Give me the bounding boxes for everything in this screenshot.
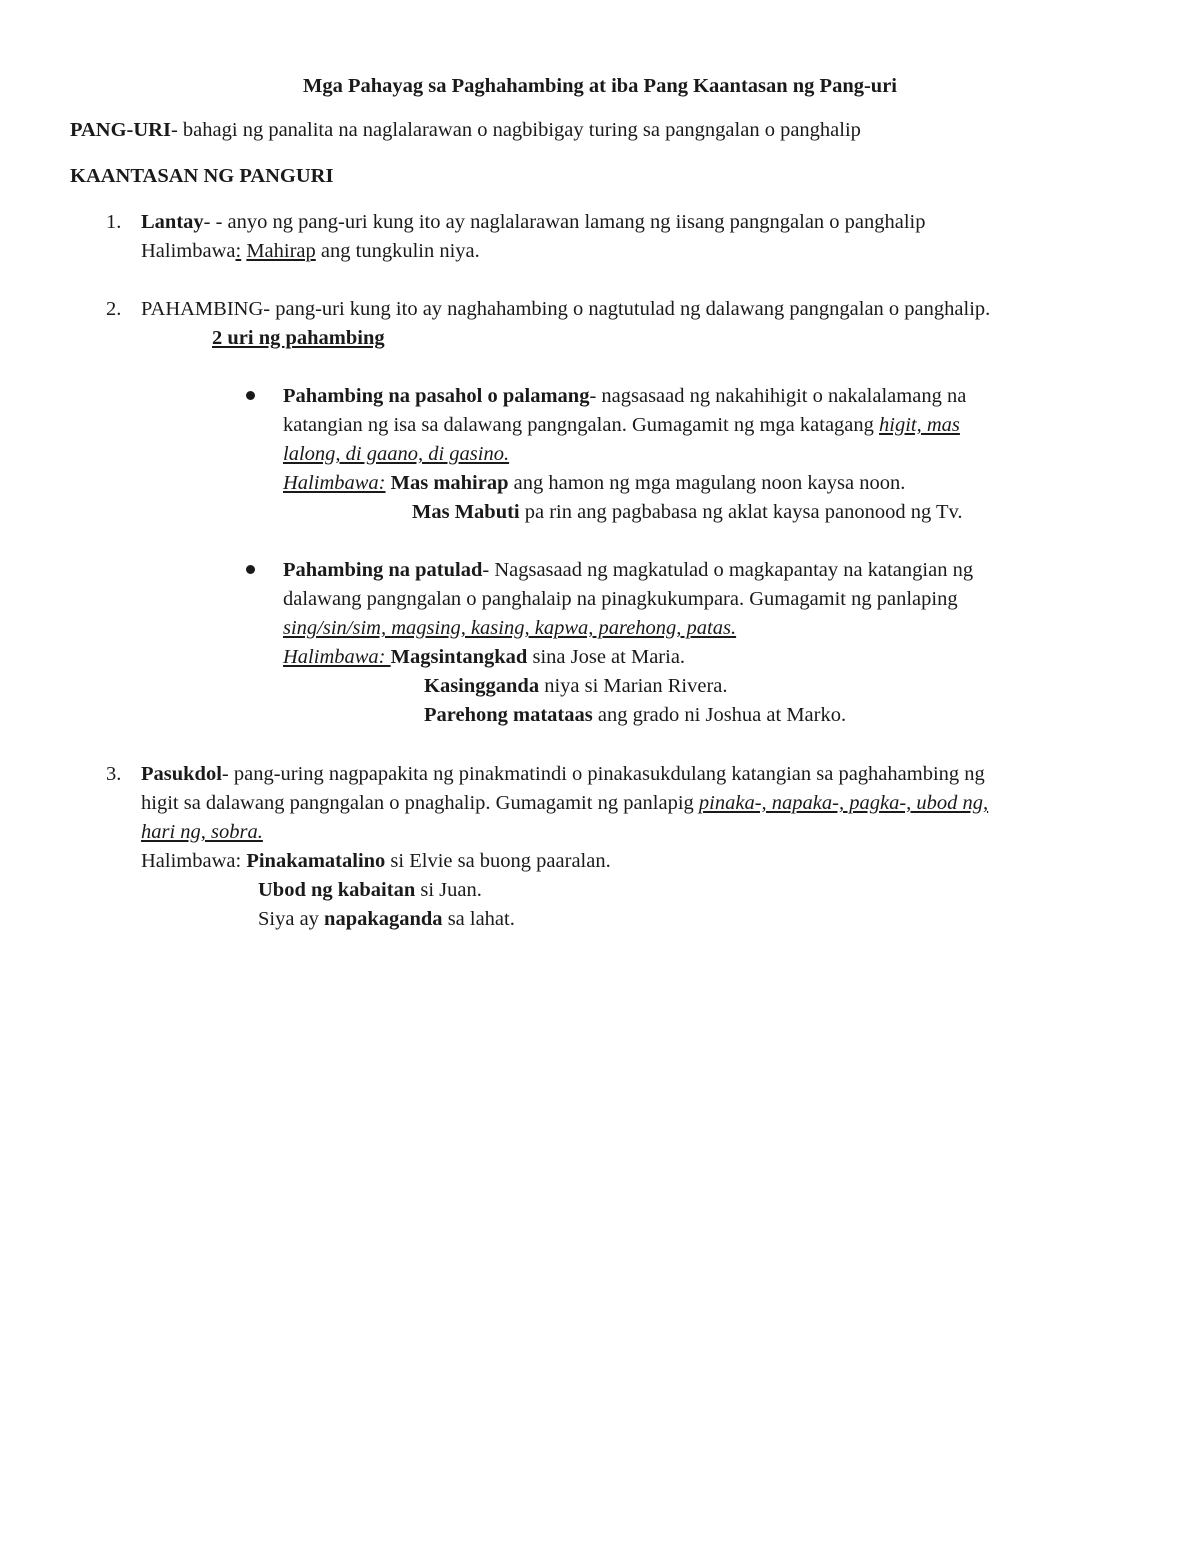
item3-line3: hari ng, sobra. xyxy=(141,821,263,843)
item2-subheading: 2 uri ng pahambing xyxy=(212,327,385,349)
item1-example-rest: ang tungkulin niya. xyxy=(315,240,480,262)
definition-line xyxy=(70,116,861,145)
item3-ex3-bold: napakaganda xyxy=(324,908,443,930)
bullet2-ex2-rest: niya si Marian Rivera. xyxy=(539,675,728,697)
item3-example3 xyxy=(258,905,515,934)
item2-text: - pang-uri kung ito ay naghahambing o nagtutulad ng dalawang pangngalan o panghalip. xyxy=(263,298,991,320)
bullet2-ex3-rest: ang grado ni Joshua at Marko. xyxy=(592,704,847,726)
bullet1-line3: lalong, di gaano, di gasino. xyxy=(283,443,510,465)
item3-term: Pasukdol xyxy=(141,763,222,785)
bullet2-line1 xyxy=(283,556,973,585)
item3-example2 xyxy=(258,876,482,905)
bullet2-example-label: Halimbawa: xyxy=(283,646,391,668)
page-title: Mga Pahayag sa Paghahambing at iba Pang Kaantasan ng Pang-uri xyxy=(302,75,898,97)
item1-number: 1. xyxy=(106,211,122,233)
bullet2-ex2-bold: Kasingganda xyxy=(424,675,540,697)
item1-example-label: Halimbawa xyxy=(141,240,236,262)
item2-line xyxy=(141,295,990,324)
item3-example-label: Halimbawa: xyxy=(141,850,247,872)
bullet2-term: Pahambing na patulad xyxy=(283,559,483,581)
bullet1-line1-rest: - nagsasaad ng nakahihigit o nakalalamang na xyxy=(589,385,967,407)
bullet1-line1 xyxy=(283,382,966,411)
item3-line2-text: higit sa dalawang pangngalan o pnaghalip. Gumagamit ng panlapig xyxy=(141,792,699,814)
definition-term: PANG-URI xyxy=(70,119,171,141)
bullet1-example1 xyxy=(283,469,905,498)
item3-ex1-bold: Pinakamatalino xyxy=(246,850,386,872)
bullet1-line2 xyxy=(283,411,960,440)
bullet1-term: Pahambing na pasahol o palamang xyxy=(283,385,590,407)
bullet2-line1-rest: - Nagsasaad ng magkatulad o magkapantay na katangian ng xyxy=(482,559,974,581)
item3-line1-rest: - pang-uring nagpapakita ng pinakmatindi o pinakasukdulang katangian sa paghahambing ng xyxy=(221,763,985,785)
item3-ex2-bold: Ubod ng kabaitan xyxy=(258,879,416,901)
item1-line xyxy=(141,208,926,237)
bullet-dot-1 xyxy=(246,391,255,400)
bullet2-ex1-rest: sina Jose at Maria. xyxy=(527,646,686,668)
item1-example xyxy=(141,237,480,266)
item3-line1 xyxy=(141,760,985,789)
definition-text: - bahagi ng panalita na naglalarawan o nagbibigay turing sa pangngalan o panghalip xyxy=(170,119,861,141)
bullet2-example2 xyxy=(424,672,728,701)
bullet1-example-label: Halimbawa: xyxy=(283,472,386,494)
item3-line2-words: pinaka-, napaka-, pagka-, ubod ng, xyxy=(698,792,989,814)
bullet2-line2: dalawang pangngalan o panghalaip na pinagkukumpara. Gumagamit ng panlaping xyxy=(283,588,958,610)
item1-text: - - anyo ng pang-uri kung ito ay naglalarawan lamang ng iisang pangngalan o panghalip xyxy=(203,211,926,233)
bullet1-ex2-rest: pa rin ang pagbabasa ng aklat kaysa panonood ng Tv. xyxy=(519,501,963,523)
bullet1-ex1-bold: Mas mahirap xyxy=(390,472,509,494)
bullet2-line3: sing/sin/sim, magsing, kasing, kapwa, parehong, patas. xyxy=(283,617,737,639)
item1-example-word: Mahirap xyxy=(246,240,316,262)
bullet2-ex1-bold: Magsintangkad xyxy=(390,646,528,668)
item3-ex1-rest: si Elvie sa buong paaralan. xyxy=(385,850,611,872)
item3-ex3-pre: Siya ay xyxy=(258,908,325,930)
bullet1-line2-text: katangian ng isa sa dalawang pangngalan. Gumagamit ng mga katagang xyxy=(283,414,880,436)
section-heading: KAANTASAN NG PANGURI xyxy=(70,165,334,187)
bullet2-example3 xyxy=(424,701,846,730)
item1-example-colon: : xyxy=(235,240,242,262)
bullet1-example2 xyxy=(412,498,963,527)
bullet-dot-2 xyxy=(246,565,255,574)
bullet1-ex1-rest: ang hamon ng mga magulang noon kaysa noon. xyxy=(508,472,906,494)
item3-example1 xyxy=(141,847,611,876)
item3-ex3-rest: sa lahat. xyxy=(442,908,515,930)
bullet2-example1 xyxy=(283,643,685,672)
bullet1-ex2-bold: Mas Mabuti xyxy=(412,501,520,523)
item3-line2 xyxy=(141,789,988,818)
item3-ex2-rest: si Juan. xyxy=(415,879,482,901)
bullet2-ex3-bold: Parehong matataas xyxy=(424,704,593,726)
item1-term: Lantay xyxy=(141,211,204,233)
bullet1-line2-words: higit, mas xyxy=(879,414,960,436)
item3-number: 3. xyxy=(106,763,122,785)
item2-number: 2. xyxy=(106,298,122,320)
item2-term: PAHAMBING xyxy=(141,298,264,320)
